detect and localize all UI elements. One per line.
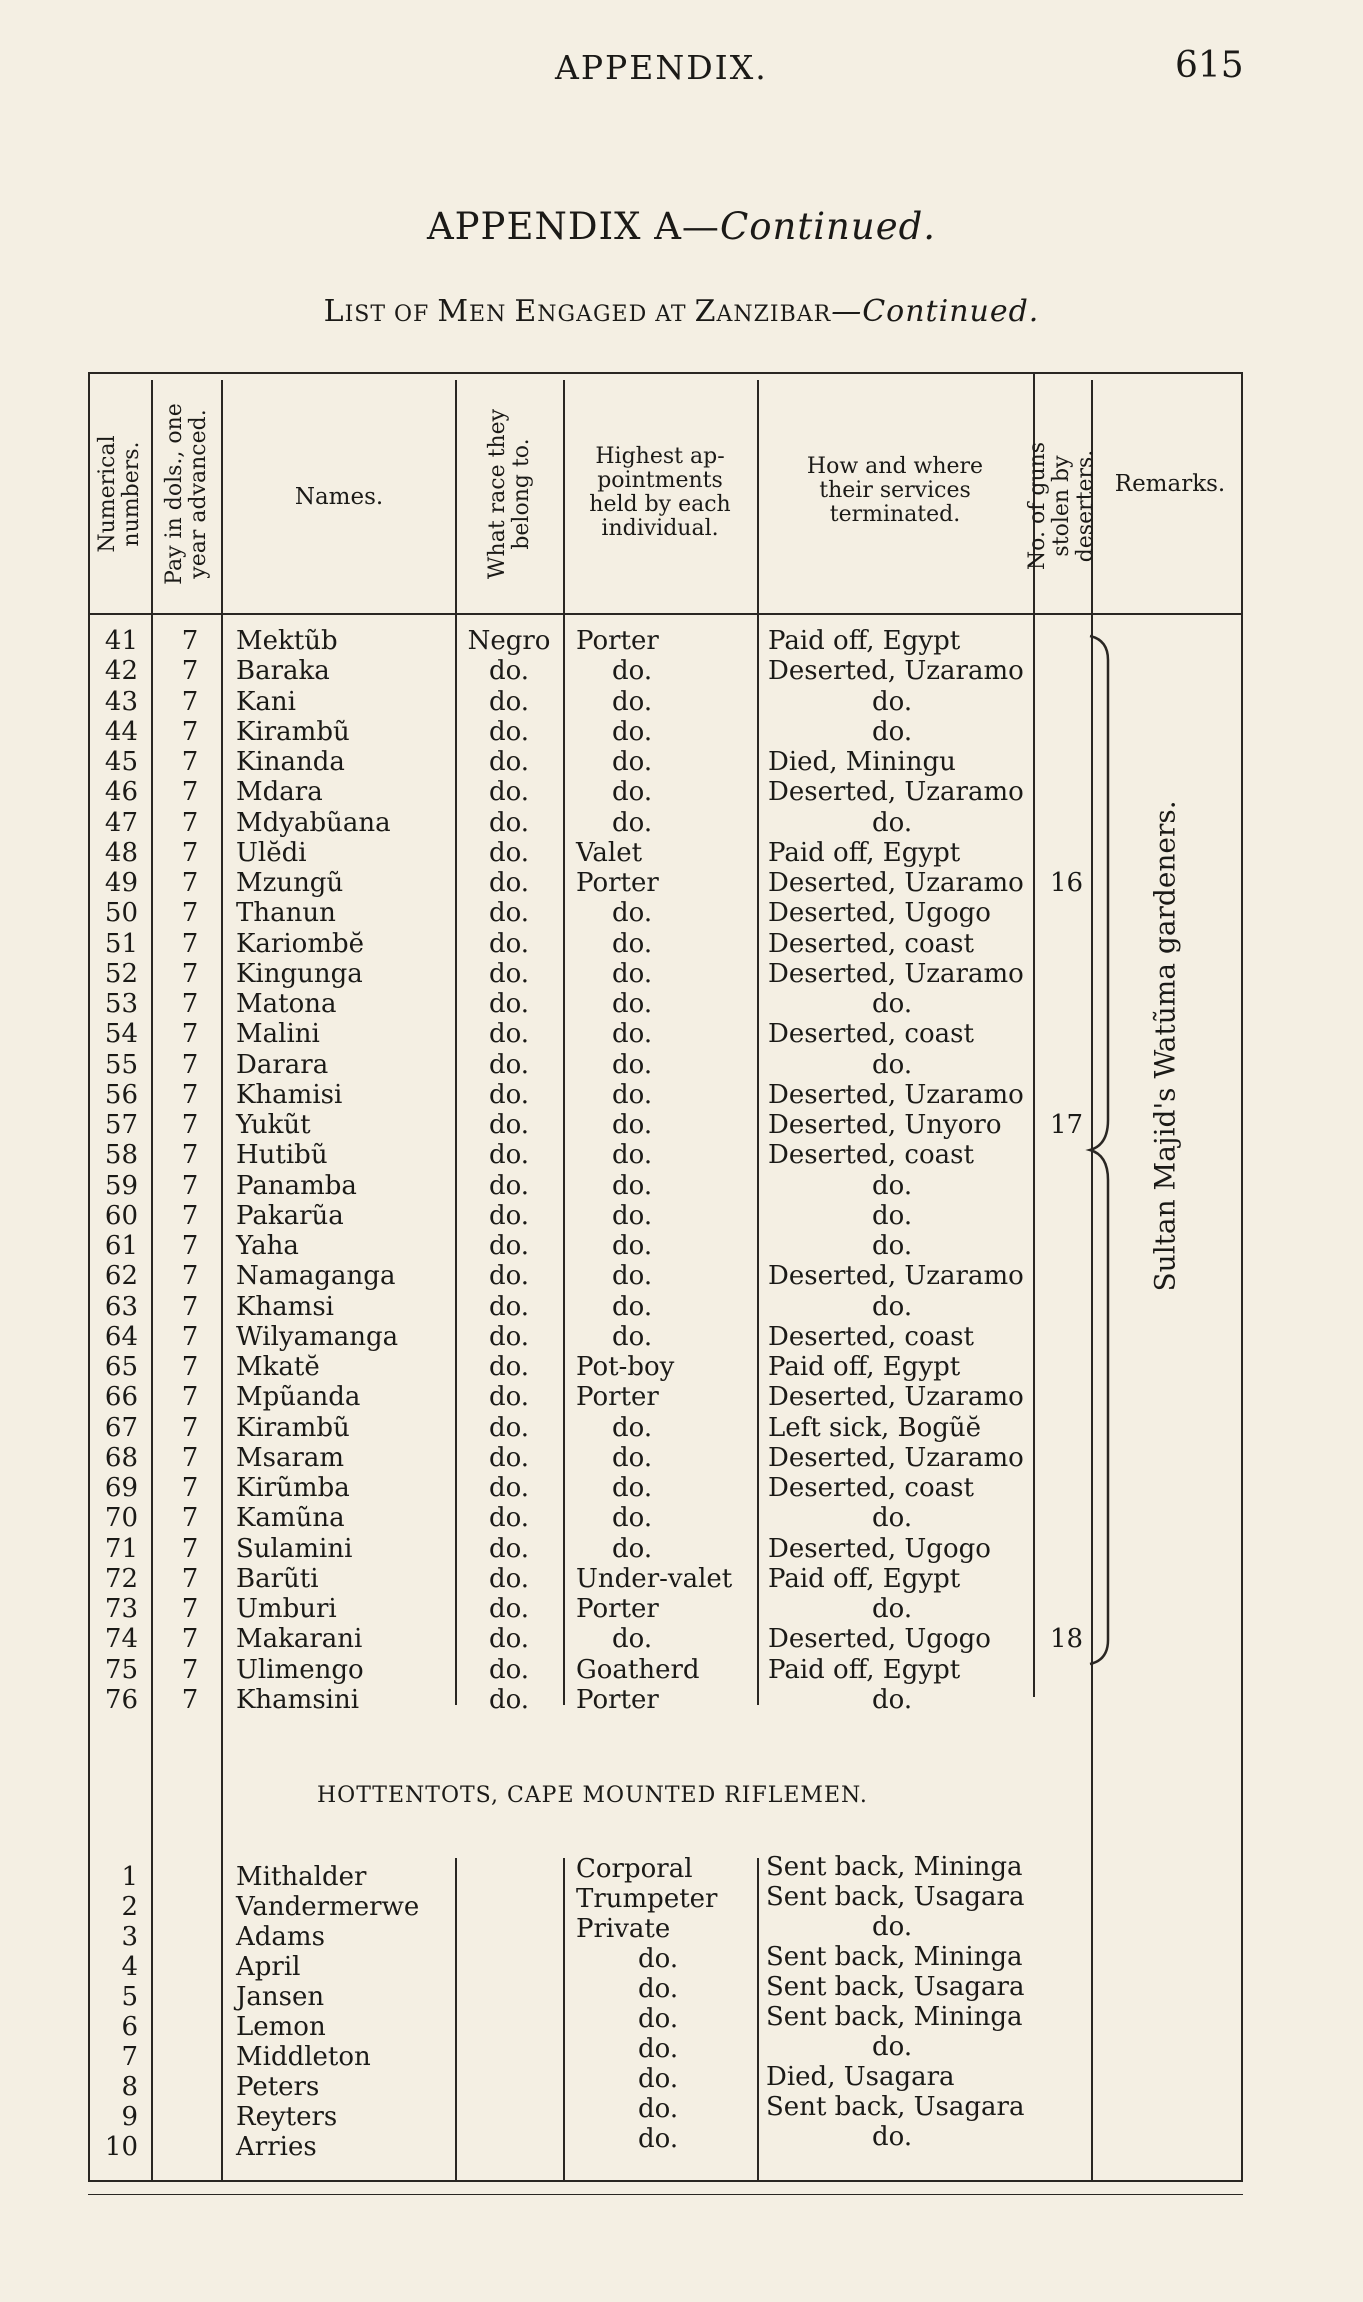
row-number: 45 bbox=[104, 747, 138, 778]
row-terminated: Paid off, Egypt bbox=[768, 1654, 961, 1685]
row-name: Arries bbox=[236, 2132, 317, 2162]
row-name: Yukũt bbox=[236, 1110, 311, 1141]
row-name: Khamsini bbox=[236, 1685, 360, 1715]
list-title-part: NGAGED AT bbox=[537, 302, 695, 327]
row-name: Khamsi bbox=[236, 1291, 334, 1322]
row-terminated: Deserted, coast bbox=[768, 1321, 974, 1352]
row-race: do. bbox=[488, 1049, 530, 1080]
row-appointment: do. bbox=[612, 1533, 653, 1564]
row-name: Thanun bbox=[236, 898, 336, 929]
row-guns-stolen: 16 bbox=[1050, 868, 1084, 899]
row-race: do. bbox=[488, 1200, 530, 1231]
list-title-part: EN bbox=[469, 302, 515, 327]
row-appointment: do. bbox=[612, 1140, 653, 1171]
row-name: Hutibũ bbox=[236, 1140, 328, 1171]
row-race: do. bbox=[488, 1231, 530, 1262]
row-number: 46 bbox=[104, 777, 138, 808]
row-terminated: Deserted, Uzaramo bbox=[768, 958, 1024, 989]
col-line bbox=[1241, 372, 1243, 2180]
row-pay: 7 bbox=[181, 1291, 199, 1322]
row-appointment: Corporal bbox=[576, 1854, 693, 1884]
row-number: 76 bbox=[104, 1685, 138, 1715]
row-name: Kirũmba bbox=[236, 1473, 350, 1504]
row-name: Kamũna bbox=[236, 1503, 345, 1534]
row-name: Makarani bbox=[236, 1624, 363, 1655]
row-name: Darara bbox=[236, 1049, 329, 1080]
row-race: do. bbox=[488, 1019, 530, 1050]
row-terminated: do. bbox=[872, 1170, 913, 1201]
row-race: do. bbox=[488, 686, 530, 717]
row-name: Kingunga bbox=[236, 958, 363, 989]
row-appointment: do. bbox=[638, 2004, 679, 2034]
row-appointment: Pot-boy bbox=[576, 1352, 675, 1383]
row-number: 3 bbox=[121, 1922, 138, 1952]
row-terminated: do. bbox=[872, 807, 913, 838]
row-terminated: Deserted, coast bbox=[768, 928, 974, 959]
row-appointment: do. bbox=[612, 928, 653, 959]
row-appointment: Porter bbox=[576, 1594, 659, 1625]
row-appointment: do. bbox=[612, 1019, 653, 1050]
row-pay: 7 bbox=[181, 1685, 199, 1715]
row-appointment: do. bbox=[612, 989, 653, 1020]
row-race: do. bbox=[488, 1533, 530, 1564]
row-race: do. bbox=[488, 716, 530, 747]
row-pay: 7 bbox=[181, 1140, 199, 1171]
row-number: 68 bbox=[104, 1442, 138, 1473]
row-number: 51 bbox=[104, 928, 138, 959]
row-pay: 7 bbox=[181, 1473, 199, 1504]
row-number: 1 bbox=[121, 1862, 138, 1892]
row-name: Middleton bbox=[236, 2042, 371, 2072]
row-name: April bbox=[236, 1952, 301, 1982]
header-appointments: Highest ap- pointments held by each individual. bbox=[589, 444, 731, 541]
row-name: Sulamini bbox=[236, 1533, 353, 1564]
row-race: do. bbox=[488, 1170, 530, 1201]
row-race: do. bbox=[488, 1624, 530, 1655]
row-name: Matona bbox=[236, 989, 337, 1020]
row-pay: 7 bbox=[181, 1321, 199, 1352]
row-number: 44 bbox=[104, 716, 138, 747]
list-title-part: E bbox=[514, 294, 538, 329]
row-terminated: Deserted, Unyoro bbox=[768, 1110, 1002, 1141]
row-name: Mpũanda bbox=[236, 1382, 361, 1413]
row-terminated: do. bbox=[872, 716, 913, 747]
row-name: Khamisi bbox=[236, 1079, 343, 1110]
row-terminated: do. bbox=[872, 1291, 913, 1322]
row-race: do. bbox=[488, 777, 530, 808]
row-pay: 7 bbox=[181, 686, 199, 717]
row-name: Jansen bbox=[236, 1982, 325, 2012]
row-appointment: Under-valet bbox=[576, 1563, 733, 1594]
row-terminated: do. bbox=[872, 1912, 913, 1942]
row-appointment: do. bbox=[612, 1412, 653, 1443]
row-number: 50 bbox=[104, 898, 138, 929]
row-number: 9 bbox=[121, 2102, 138, 2132]
row-terminated: Sent back, Usagara bbox=[766, 1882, 1025, 1912]
col-line bbox=[455, 380, 457, 1705]
row-race: do. bbox=[488, 1321, 530, 1352]
row-appointment: do. bbox=[612, 656, 653, 687]
row-appointment: do. bbox=[612, 1170, 653, 1201]
row-terminated: do. bbox=[872, 1503, 913, 1534]
rule-bottom bbox=[88, 2180, 1243, 2182]
row-pay: 7 bbox=[181, 1594, 199, 1625]
row-terminated: Deserted, Uzaramo bbox=[768, 656, 1024, 687]
row-number: 73 bbox=[104, 1594, 138, 1625]
row-number: 60 bbox=[104, 1200, 138, 1231]
row-pay: 7 bbox=[181, 837, 199, 868]
row-appointment: do. bbox=[612, 1473, 653, 1504]
row-number: 52 bbox=[104, 958, 138, 989]
row-appointment: do. bbox=[612, 777, 653, 808]
row-guns-stolen: 17 bbox=[1050, 1110, 1084, 1141]
row-race: do. bbox=[488, 928, 530, 959]
row-terminated: Died, Usagara bbox=[766, 2062, 955, 2092]
row-terminated: Sent back, Mininga bbox=[766, 1942, 1023, 1972]
row-number: 48 bbox=[104, 837, 138, 868]
row-race: do. bbox=[488, 1473, 530, 1504]
header-race: What race they belong to. bbox=[485, 408, 534, 580]
row-appointment: do. bbox=[612, 1321, 653, 1352]
row-pay: 7 bbox=[181, 868, 199, 899]
row-appointment: do. bbox=[612, 1291, 653, 1322]
row-number: 75 bbox=[104, 1654, 138, 1685]
row-terminated: do. bbox=[872, 2122, 913, 2152]
row-appointment: do. bbox=[612, 898, 653, 929]
row-name: Mdyabũana bbox=[236, 807, 391, 838]
row-terminated: Deserted, Uzaramo bbox=[768, 1442, 1024, 1473]
row-pay: 7 bbox=[181, 1231, 199, 1262]
row-pay: 7 bbox=[181, 626, 199, 656]
row-name: Kirambũ bbox=[236, 1412, 350, 1443]
row-race: do. bbox=[488, 1594, 530, 1625]
row-appointment: do. bbox=[612, 1624, 653, 1655]
appendix-title bbox=[0, 205, 1363, 248]
row-pay: 7 bbox=[181, 1654, 199, 1685]
row-appointment: do. bbox=[612, 807, 653, 838]
header-terminated: How and where their services terminated. bbox=[806, 454, 984, 527]
row-pay: 7 bbox=[181, 656, 199, 687]
row-appointment: do. bbox=[612, 958, 653, 989]
row-pay: 7 bbox=[181, 1352, 199, 1383]
row-race: do. bbox=[488, 1352, 530, 1383]
appendix-title-main: APPENDIX A— bbox=[426, 205, 720, 248]
row-terminated: Deserted, coast bbox=[768, 1019, 974, 1050]
row-pay: 7 bbox=[181, 928, 199, 959]
rule-bottom-2 bbox=[88, 2194, 1243, 2195]
row-pay: 7 bbox=[181, 1382, 199, 1413]
row-name: Panamba bbox=[236, 1170, 357, 1201]
row-appointment: do. bbox=[612, 1442, 653, 1473]
row-number: 62 bbox=[104, 1261, 138, 1292]
row-number: 64 bbox=[104, 1321, 138, 1352]
row-number: 70 bbox=[104, 1503, 138, 1534]
row-terminated: Paid off, Egypt bbox=[768, 1563, 961, 1594]
row-pay: 7 bbox=[181, 1624, 199, 1655]
row-pay: 7 bbox=[181, 1412, 199, 1443]
list-title-part: M bbox=[437, 294, 470, 329]
row-terminated: do. bbox=[872, 1685, 913, 1715]
row-number: 65 bbox=[104, 1352, 138, 1383]
row-appointment: Porter bbox=[576, 626, 659, 656]
page-number: 615 bbox=[1175, 45, 1244, 86]
row-number: 2 bbox=[121, 1892, 138, 1922]
row-number: 58 bbox=[104, 1140, 138, 1171]
row-race: do. bbox=[488, 807, 530, 838]
row-terminated: Paid off, Egypt bbox=[768, 1352, 961, 1383]
row-number: 55 bbox=[104, 1049, 138, 1080]
row-appointment: do. bbox=[638, 1974, 679, 2004]
row-number: 5 bbox=[121, 1982, 138, 2012]
row-terminated: Deserted, Uzaramo bbox=[768, 868, 1024, 899]
row-appointment: do. bbox=[612, 1049, 653, 1080]
row-terminated: Deserted, Uzaramo bbox=[768, 1382, 1024, 1413]
row-pay: 7 bbox=[181, 1200, 199, 1231]
row-race: do. bbox=[488, 656, 530, 687]
row-appointment: do. bbox=[612, 1079, 653, 1110]
row-number: 7 bbox=[121, 2042, 138, 2072]
row-name: Baraka bbox=[236, 656, 330, 687]
row-appointment: Trumpeter bbox=[576, 1884, 718, 1914]
row-pay: 7 bbox=[181, 747, 199, 778]
row-appointment: do. bbox=[612, 686, 653, 717]
row-pay: 7 bbox=[181, 958, 199, 989]
row-race: do. bbox=[488, 989, 530, 1020]
row-pay: 7 bbox=[181, 777, 199, 808]
row-name: Msaram bbox=[236, 1442, 345, 1473]
row-number: 59 bbox=[104, 1170, 138, 1201]
row-pay: 7 bbox=[181, 1503, 199, 1534]
header-names: Names. bbox=[294, 484, 384, 510]
row-terminated: Deserted, coast bbox=[768, 1473, 974, 1504]
row-number: 66 bbox=[104, 1382, 138, 1413]
row-race: Negro bbox=[467, 626, 551, 656]
row-pay: 7 bbox=[181, 1170, 199, 1201]
list-title bbox=[0, 294, 1363, 329]
row-number: 74 bbox=[104, 1624, 138, 1655]
row-number: 43 bbox=[104, 686, 138, 717]
row-terminated: Paid off, Egypt bbox=[768, 626, 961, 656]
row-number: 57 bbox=[104, 1110, 138, 1141]
row-name: Reyters bbox=[236, 2102, 338, 2132]
row-race: do. bbox=[488, 1563, 530, 1594]
row-pay: 7 bbox=[181, 1110, 199, 1141]
rule-header-bottom bbox=[88, 613, 1243, 615]
row-appointment: Private bbox=[576, 1914, 671, 1944]
row-appointment: Porter bbox=[576, 1685, 659, 1715]
col-line bbox=[563, 380, 565, 1705]
row-terminated: do. bbox=[872, 1231, 913, 1262]
remarks-brace bbox=[1080, 630, 1140, 1670]
row-pay: 7 bbox=[181, 1533, 199, 1564]
row-terminated: do. bbox=[872, 1594, 913, 1625]
row-pay: 7 bbox=[181, 1563, 199, 1594]
row-name: Mzungũ bbox=[236, 868, 344, 899]
running-head: APPENDIX. bbox=[555, 48, 768, 87]
row-number: 6 bbox=[121, 2012, 138, 2042]
row-number: 61 bbox=[104, 1231, 138, 1262]
row-terminated: Left sick, Bogũĕ bbox=[768, 1412, 982, 1443]
row-name: Kariombĕ bbox=[236, 928, 365, 959]
row-race: do. bbox=[488, 1110, 530, 1141]
row-terminated: do. bbox=[872, 686, 913, 717]
row-race: do. bbox=[488, 898, 530, 929]
row-terminated: Paid off, Egypt bbox=[768, 837, 961, 868]
row-terminated: Deserted, Ugogo bbox=[768, 1533, 991, 1564]
row-name: Yaha bbox=[236, 1231, 299, 1262]
row-name: Lemon bbox=[236, 2012, 326, 2042]
row-name: Pakarũa bbox=[236, 1200, 344, 1231]
row-number: 47 bbox=[104, 807, 138, 838]
header-guns: No. of guns stolen by deserters. bbox=[1025, 441, 1098, 571]
row-name: Malini bbox=[236, 1019, 320, 1050]
row-pay: 7 bbox=[181, 807, 199, 838]
row-race: do. bbox=[488, 1291, 530, 1322]
row-race: do. bbox=[488, 1079, 530, 1110]
col-line bbox=[757, 1858, 759, 2180]
row-pay: 7 bbox=[181, 1019, 199, 1050]
row-terminated: do. bbox=[872, 989, 913, 1020]
row-number: 56 bbox=[104, 1079, 138, 1110]
row-appointment: do. bbox=[638, 2034, 679, 2064]
col-line bbox=[1091, 1705, 1093, 2180]
row-pay: 7 bbox=[181, 1079, 199, 1110]
row-name: Mkatĕ bbox=[236, 1352, 320, 1383]
row-name: Kani bbox=[236, 686, 296, 717]
row-number: 72 bbox=[104, 1563, 138, 1594]
row-name: Adams bbox=[236, 1922, 325, 1952]
row-appointment: do. bbox=[612, 1110, 653, 1141]
row-appointment: do. bbox=[638, 2124, 679, 2154]
row-terminated: do. bbox=[872, 1049, 913, 1080]
row-number: 69 bbox=[104, 1473, 138, 1504]
section-heading: HOTTENTOTS, CAPE MOUNTED RIFLEMEN. bbox=[317, 1783, 868, 1808]
col-line bbox=[563, 1858, 565, 2180]
row-appointment: do. bbox=[612, 747, 653, 778]
list-title-continued: —Continued. bbox=[831, 294, 1040, 329]
row-name: Ulimengo bbox=[236, 1654, 364, 1685]
row-appointment: do. bbox=[612, 1231, 653, 1262]
row-name: Umburi bbox=[236, 1594, 337, 1625]
row-race: do. bbox=[488, 1140, 530, 1171]
row-pay: 7 bbox=[181, 1261, 199, 1292]
row-terminated: Deserted, Uzaramo bbox=[768, 1261, 1024, 1292]
row-race: do. bbox=[488, 958, 530, 989]
row-appointment: do. bbox=[612, 716, 653, 747]
col-line bbox=[455, 1858, 457, 2180]
row-appointment: Porter bbox=[576, 868, 659, 899]
row-terminated: Deserted, Uzaramo bbox=[768, 777, 1024, 808]
row-race: do. bbox=[488, 1654, 530, 1685]
row-pay: 7 bbox=[181, 898, 199, 929]
header-pay: Pay in dols., one year advanced. bbox=[162, 403, 211, 585]
row-pay: 7 bbox=[181, 1442, 199, 1473]
row-terminated: Sent back, Usagara bbox=[766, 1972, 1025, 2002]
row-terminated: do. bbox=[872, 1200, 913, 1231]
row-terminated: Deserted, Uzaramo bbox=[768, 1079, 1024, 1110]
list-title-part: ANZIBAR bbox=[716, 302, 832, 327]
row-race: do. bbox=[488, 868, 530, 899]
col-line bbox=[757, 380, 759, 1705]
appendix-title-continued: Continued. bbox=[719, 205, 937, 248]
row-appointment: do. bbox=[638, 1944, 679, 1974]
row-number: 10 bbox=[104, 2132, 138, 2162]
row-appointment: do. bbox=[638, 2094, 679, 2124]
row-appointment: do. bbox=[612, 1503, 653, 1534]
row-pay: 7 bbox=[181, 989, 199, 1020]
list-title-part: IST OF bbox=[344, 302, 438, 327]
row-pay: 7 bbox=[181, 716, 199, 747]
row-race: do. bbox=[488, 1503, 530, 1534]
row-appointment: Porter bbox=[576, 1382, 659, 1413]
row-number: 54 bbox=[104, 1019, 138, 1050]
row-guns-stolen: 18 bbox=[1050, 1624, 1084, 1655]
row-appointment: do. bbox=[638, 2064, 679, 2094]
row-terminated: Deserted, Ugogo bbox=[768, 898, 991, 929]
row-terminated: do. bbox=[872, 2032, 913, 2062]
row-race: do. bbox=[488, 1412, 530, 1443]
row-race: do. bbox=[488, 747, 530, 778]
header-remarks: Remarks. bbox=[1114, 471, 1226, 497]
row-number: 71 bbox=[104, 1533, 138, 1564]
row-race: do. bbox=[488, 1685, 530, 1715]
row-name: Mdara bbox=[236, 777, 323, 808]
row-number: 63 bbox=[104, 1291, 138, 1322]
row-name: Kinanda bbox=[236, 747, 345, 778]
row-name: Mithalder bbox=[236, 1862, 367, 1892]
row-appointment: Goatherd bbox=[576, 1654, 700, 1685]
list-title-part: Z bbox=[694, 294, 717, 329]
row-number: 67 bbox=[104, 1412, 138, 1443]
row-name: Mektũb bbox=[236, 626, 338, 656]
row-number: 53 bbox=[104, 989, 138, 1020]
row-number: 4 bbox=[121, 1952, 138, 1982]
row-name: Namaganga bbox=[236, 1261, 396, 1292]
row-terminated: Sent back, Usagara bbox=[766, 2092, 1025, 2122]
header-numerical-numbers: Numerical numbers. bbox=[95, 435, 144, 553]
row-race: do. bbox=[488, 1261, 530, 1292]
row-name: Kirambũ bbox=[236, 716, 350, 747]
row-number: 42 bbox=[104, 656, 138, 687]
row-appointment: do. bbox=[612, 1200, 653, 1231]
list-title-part: L bbox=[323, 294, 345, 329]
row-name: Peters bbox=[236, 2072, 320, 2102]
row-terminated: Died, Miningu bbox=[768, 747, 956, 778]
row-terminated: Deserted, coast bbox=[768, 1140, 974, 1171]
rule-top bbox=[88, 372, 1243, 374]
row-race: do. bbox=[488, 837, 530, 868]
row-name: Vandermerwe bbox=[236, 1892, 420, 1922]
row-number: 41 bbox=[104, 626, 138, 656]
row-appointment: do. bbox=[612, 1261, 653, 1292]
col-line bbox=[221, 380, 223, 2180]
row-number: 49 bbox=[104, 868, 138, 899]
row-terminated: Sent back, Mininga bbox=[766, 1852, 1023, 1882]
row-appointment: Valet bbox=[576, 837, 643, 868]
remarks-brace-text: Sultan Majid's Watũma gardeners. bbox=[1148, 800, 1182, 1292]
row-terminated: Sent back, Mininga bbox=[766, 2002, 1023, 2032]
row-name: Ulĕdi bbox=[236, 837, 307, 868]
row-number: 8 bbox=[121, 2072, 138, 2102]
row-race: do. bbox=[488, 1382, 530, 1413]
row-terminated: Deserted, Ugogo bbox=[768, 1624, 991, 1655]
col-line bbox=[151, 380, 153, 2180]
row-race: do. bbox=[488, 1442, 530, 1473]
row-pay: 7 bbox=[181, 1049, 199, 1080]
row-name: Wilyamanga bbox=[236, 1321, 399, 1352]
row-name: Barũti bbox=[236, 1563, 319, 1594]
